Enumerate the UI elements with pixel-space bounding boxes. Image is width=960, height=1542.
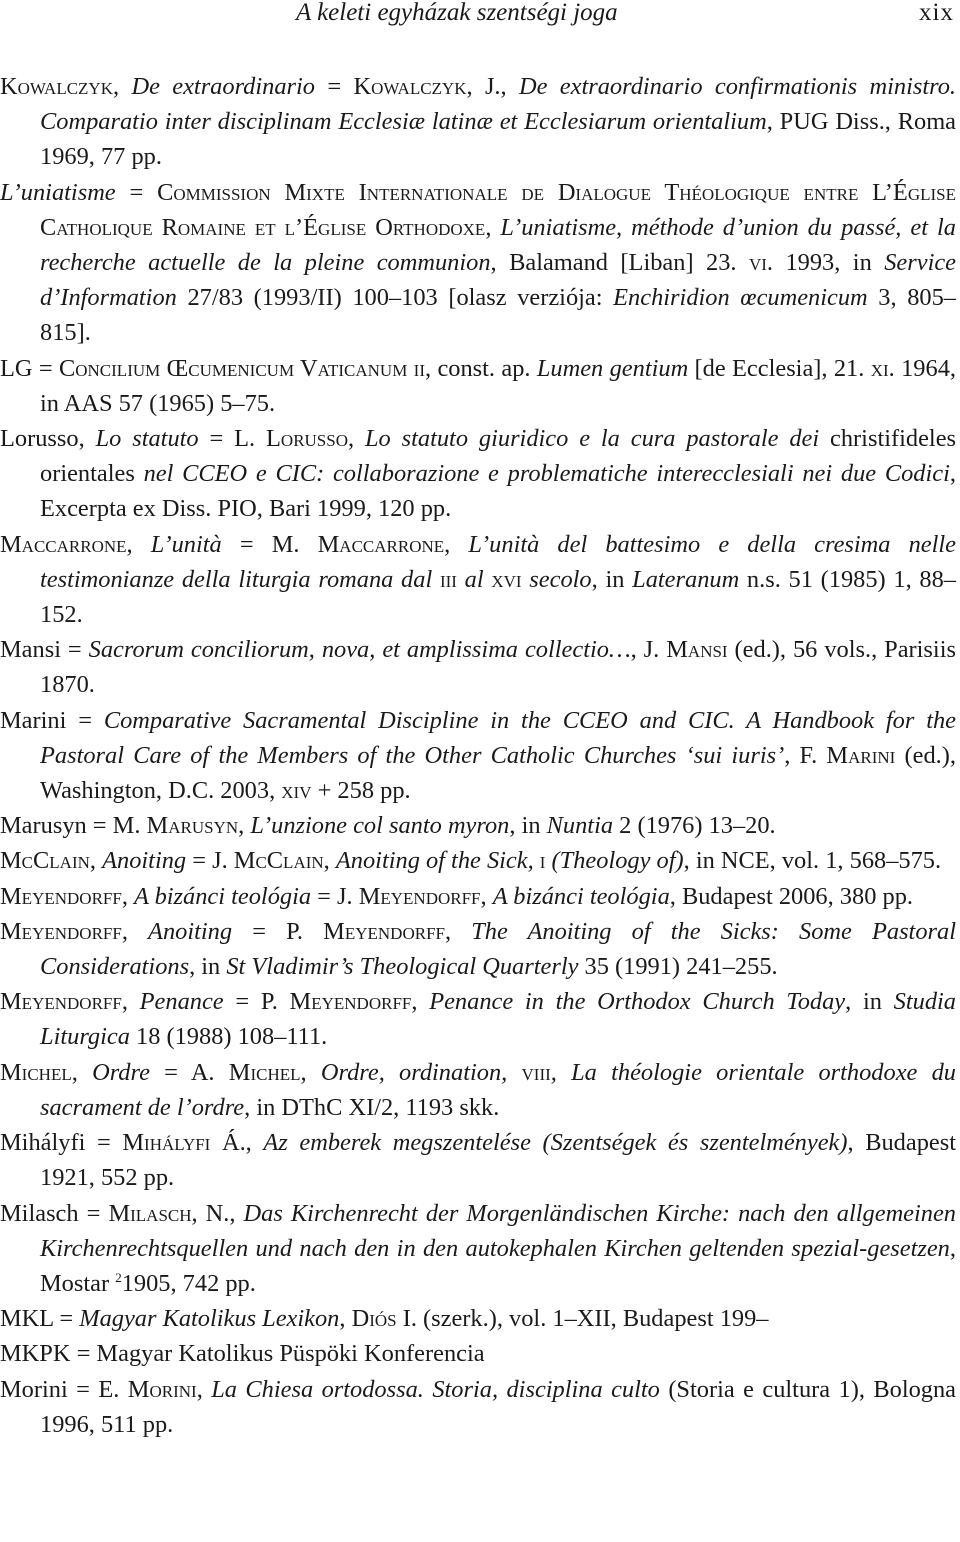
entry-text-segment: [de Ecclesia], 21. (688, 354, 871, 382)
entry-text-segment: , in NCE, vol. 1, 568–575. (683, 847, 942, 875)
entry-text-segment: Anoiting (102, 847, 187, 875)
entry-text-segment: 35 (1991) 241–255. (578, 953, 778, 981)
entry-text-segment: , Mostar (40, 1234, 956, 1297)
entry-text-segment: + 258 pp. (311, 777, 411, 805)
entry-text-segment: , F. (784, 741, 827, 769)
running-header (0, 0, 960, 34)
bibliography-entry (0, 632, 956, 702)
entry-text-segment: i (539, 847, 546, 875)
entry-text-segment: , (121, 988, 140, 1016)
entry-text-segment: , Excerpta ex Diss. PIO, Bari 1999, 120 pp. (40, 460, 956, 523)
entry-text-segment: Studia Liturgica (40, 988, 956, 1051)
entry-text-segment: Morini (127, 1375, 197, 1403)
entry-text-segment: L’unità del battesimo e della cresima nelle testimonianze della liturgia romana dal (40, 530, 956, 593)
entry-text-segment: , J. (630, 636, 667, 664)
entry-text-segment: Enchiridion œcumenicum (613, 284, 868, 312)
entry-text-segment: Meyendorff (0, 988, 122, 1016)
entry-text-segment: Lo statuto giuridico e la cura pastorale dei (364, 425, 820, 453)
entry-text-segment: , in DThC XI/2, 1193 skk. (244, 1093, 500, 1121)
entry-text-segment: Lateranum (632, 565, 740, 593)
bibliography-entry (0, 1125, 956, 1195)
entry-text-segment: Meyendorff (358, 882, 481, 910)
entry-text-segment: , (89, 847, 103, 875)
entry-text-segment: Sacrorum conciliorum, nova, et amplissima collectio… (88, 636, 631, 664)
entry-text-segment: Magyar Katolikus Lexikon (79, 1305, 340, 1333)
entry-text-segment: , (485, 213, 501, 241)
entry-text-segment: , PUG Diss., Roma 1969, 77 pp. (40, 108, 956, 171)
page-number: xix (919, 0, 954, 26)
bibliography-entry (0, 421, 956, 527)
entry-text-segment: xvi (491, 565, 522, 593)
entry-text-segment: , N., (191, 1199, 244, 1227)
entry-text-segment: . 1993, in (766, 249, 885, 277)
entry-text-segment: , (238, 812, 251, 840)
entry-text-segment: Anoiting of the Sick, (335, 847, 540, 875)
entry-text-segment: Maccarrone (0, 530, 127, 558)
entry-text-segment: Lorusso, (0, 425, 96, 453)
entry-text-segment: Morini = E. (0, 1375, 128, 1403)
entry-text-segment: secolo (521, 565, 592, 593)
entry-text-segment: Marusyn = M. (0, 812, 147, 840)
entry-text-segment: Marusyn (146, 812, 239, 840)
entry-text-segment: xi (870, 354, 889, 382)
entry-text-segment: = M. (221, 530, 318, 558)
entry-text-segment: (ed.), Washington, D.C. 2003, (40, 741, 956, 805)
entry-text-segment: (Theology of) (545, 847, 684, 875)
bibliography-entry (0, 808, 956, 843)
entry-text-segment: Ordre (92, 1058, 150, 1086)
bibliography-entry (0, 914, 956, 984)
entry-text-segment: 1905, 742 pp. (121, 1269, 256, 1297)
entry-text-segment: = P. (223, 988, 290, 1016)
entry-text-segment: , (348, 425, 365, 453)
entry-text-segment: De extraordinario (131, 73, 315, 100)
entry-text-segment: L’uniatisme (0, 178, 116, 206)
entry-text-segment: Meyendorff (323, 917, 445, 945)
entry-text-segment: = L. (198, 425, 267, 453)
entry-text-segment: (Storia e cultura 1), Bologna 1996, 511 pp. (40, 1375, 957, 1438)
bibliography-entry (0, 843, 956, 878)
entry-text-segment: L’unità (150, 530, 222, 558)
entry-text-segment: = (115, 178, 158, 206)
entry-text-segment: 27/83 (1993/II) 100–103 [olasz verziója: (176, 284, 614, 312)
entry-text-segment: Anoiting (148, 917, 233, 945)
entry-text-segment: , (71, 1058, 93, 1086)
entry-text-segment: , (411, 988, 430, 1016)
bibliography-entry (0, 1055, 956, 1125)
entry-text-segment: nel CCEO e CIC: collaborazione e problematiche interecclesiali nei due Codici (143, 460, 950, 488)
entry-text-segment: Meyendorff (0, 917, 122, 945)
entry-text-segment: 2 (115, 1269, 122, 1285)
bibliography-entry (0, 1372, 956, 1442)
entry-text-segment: , (113, 73, 132, 100)
entry-text-segment: I. (szerk.), vol. 1–XII, Budapest 199– (396, 1305, 769, 1333)
entry-text-segment: MKPK = Magyar Katolikus Püspöki Konferencia (0, 1340, 485, 1368)
entry-text-segment: al (456, 565, 492, 593)
entry-text-segment: xiv (281, 777, 312, 805)
entry-text-segment: St Vladimir’s Theological Quarterly (226, 953, 579, 981)
entry-text-segment: The Anoiting of the Sicks: Some Pastoral Considerations (40, 917, 956, 981)
entry-text-segment: , (300, 1058, 321, 1086)
entry-text-segment: 2 (1976) 13–20. (613, 812, 776, 840)
entry-text-segment: . 1964, in AAS 57 (1965) 5–75. (40, 354, 956, 417)
entry-text-segment: , La théologie orientale orthodoxe du sacrament de l’ordre (40, 1058, 956, 1121)
entry-text-segment: , const. ap. (425, 354, 537, 382)
entry-text-segment: , in (591, 565, 633, 593)
entry-text-segment: Kowalczyk (353, 73, 467, 100)
entry-text-segment: = (315, 73, 354, 100)
entry-text-segment: n.s. 51 (1985) 1, 88–152. (40, 565, 956, 629)
entry-text-segment: iii (439, 565, 457, 593)
entry-text-segment: = J. (311, 882, 359, 910)
entry-text-segment: , Budapest 2006, 380 pp. (669, 882, 913, 910)
entry-text-segment: , (121, 917, 149, 945)
bibliography-entry (0, 69, 956, 175)
entry-text-segment: Ordre, ordination, (320, 1058, 522, 1086)
entry-text-segment: , (444, 530, 469, 558)
entry-text-segment: Lumen gentium (536, 354, 689, 382)
entry-text-segment: Az emberek megszentelése (Szentségek és szentelmények) (263, 1129, 848, 1157)
entry-text-segment: McClain (233, 847, 324, 875)
entry-text-segment: Concilium Œcumenicum Vaticanum ii (58, 354, 425, 382)
entry-text-segment: Michel (228, 1058, 301, 1086)
bibliography-entry (0, 1301, 956, 1336)
entry-text-segment: , (121, 882, 135, 910)
entry-text-segment: L’unzione col santo myron (250, 812, 510, 840)
entry-text-segment: 18 (1988) 108–111. (129, 1023, 328, 1051)
entry-text-segment: = A. (149, 1058, 229, 1086)
entry-text-segment: A bizánci teológia (134, 882, 312, 910)
entry-text-segment: Nuntia (546, 812, 614, 840)
entry-text-segment: Service d’Information (40, 249, 957, 312)
entry-text-segment: Mansi = (0, 636, 89, 664)
entry-text-segment: vi (748, 249, 767, 277)
entry-text-segment: christifideles orientales (40, 425, 957, 488)
bibliography-entry (0, 527, 956, 633)
entry-text-segment: Milasch (108, 1199, 192, 1227)
entry-text-segment: Maccarrone (317, 530, 445, 558)
entry-text-segment: Diós (351, 1305, 397, 1333)
entry-text-segment: Comparative Sacramental Discipline in the CCEO and CIC. A Handbook for the Pastoral Care of the Members of the Other Catholic Churches ‘sui iuris’ (40, 706, 956, 769)
entry-text-segment: Penance in the Orthodox Church Today (429, 988, 846, 1016)
entry-text-segment: Marini = (0, 706, 104, 734)
entry-text-segment: , Budapest 1921, 552 pp. (40, 1129, 956, 1192)
entry-text-segment: 3, 805–815]. (40, 284, 956, 347)
bibliography-entry (0, 175, 956, 351)
entry-text-segment: Milasch = (0, 1199, 109, 1227)
bibliography-entry (0, 879, 956, 914)
entry-text-segment: , in (845, 988, 894, 1016)
entry-text-segment: La Chiesa ortodossa. Storia, disciplina culto (211, 1375, 660, 1403)
entry-text-segment: Meyendorff (0, 882, 122, 910)
entry-text-segment: , J., (466, 73, 519, 100)
entry-text-segment: Penance (139, 988, 224, 1016)
entry-text-segment: = P. (232, 917, 324, 945)
entry-text-segment: , Balamand [Liban] 23. (490, 249, 749, 277)
entry-text-segment: Marini (826, 741, 896, 769)
running-title: A keleti egyházak szentségi joga (296, 0, 618, 26)
entry-text-segment: Meyendorff (289, 988, 412, 1016)
entry-text-segment: L’uniatisme, méthode d’union du passé, et la recherche actuelle de la pleine communion (40, 213, 956, 277)
entry-text-segment: Mihályfi = (0, 1129, 123, 1157)
entry-text-segment: , (339, 1305, 352, 1333)
entry-text-segment: LG = (0, 354, 59, 382)
entry-text-segment: , in (189, 953, 227, 981)
entry-text-segment: , (323, 847, 336, 875)
entry-text-segment: Á., (210, 1129, 264, 1157)
bibliography-entry (0, 1196, 956, 1302)
bibliography-entry (0, 1336, 956, 1371)
entry-text-segment: Lo statuto (95, 425, 199, 453)
entry-text-segment: , (480, 882, 493, 910)
entry-text-segment: De extraordinario confirmationis ministro. Comparatio inter disciplinam Ecclesiæ latinæ et Ecclesiarum orientalium (40, 73, 957, 136)
entry-text-segment: (ed.), 56 vols., Parisiis 1870. (40, 636, 956, 699)
entry-text-segment: Commission Mixte Internationale de Dialogue Théologique entre L’Église Catholique Romaine et l’Église Orthodoxe (40, 178, 956, 241)
entry-text-segment: viii (521, 1058, 551, 1086)
entry-text-segment: MKL = (0, 1305, 80, 1333)
bibliography-entry (0, 703, 956, 809)
bibliography-entry (0, 351, 956, 421)
bibliography-list (0, 69, 956, 1442)
entry-text-segment: Mihályfi (122, 1129, 211, 1157)
entry-text-segment: A bizánci teológia (492, 882, 670, 910)
entry-text-segment: McClain (0, 847, 90, 875)
entry-text-segment: , in (509, 812, 547, 840)
entry-text-segment: Lorusso (266, 425, 348, 453)
entry-text-segment: Mansi (666, 636, 728, 664)
entry-text-segment: = J. (186, 847, 234, 875)
entry-text-segment: , (126, 530, 151, 558)
entry-text-segment: , (196, 1375, 212, 1403)
entry-text-segment: Das Kirchenrecht der Morgenländischen Kirche: nach den allgemeinen Kirchenrechtsquellen und nach den in den autokephalen Kirchen geltenden spezial-gesetzen (40, 1199, 956, 1262)
entry-text-segment: , (444, 917, 472, 945)
entry-text-segment: Michel (0, 1058, 72, 1086)
bibliography-entry (0, 984, 956, 1054)
entry-text-segment: Kowalczyk (0, 73, 113, 100)
